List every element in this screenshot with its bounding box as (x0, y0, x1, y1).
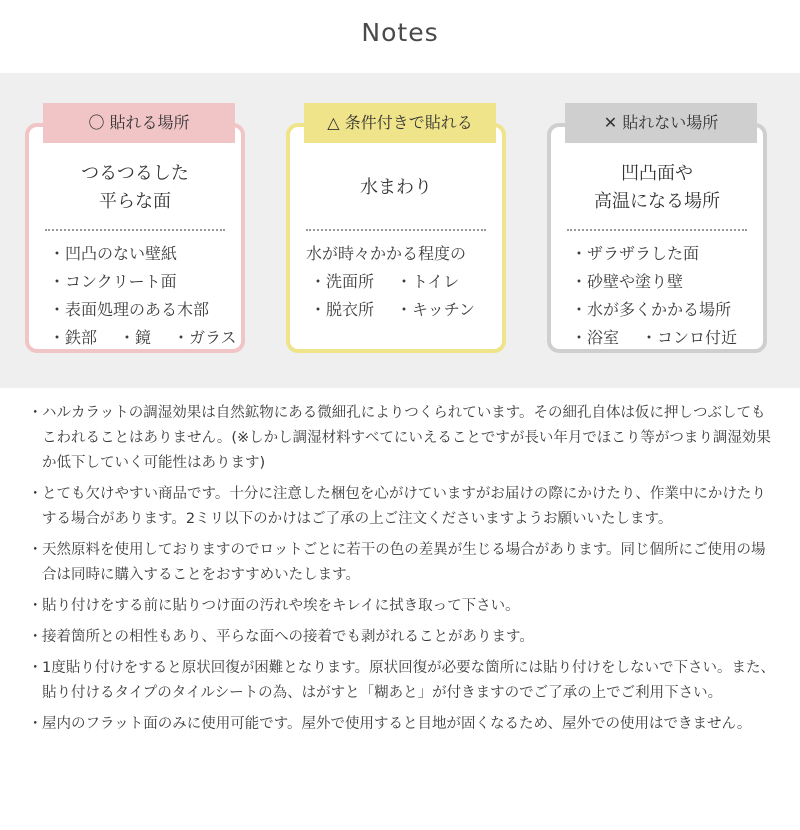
card-unsuitable-heading-line1: 凹凸面や (621, 163, 693, 184)
note-item (28, 482, 780, 532)
list-item: ・脱衣所 (310, 300, 375, 319)
list-item: ・鉄部 (49, 328, 98, 347)
note-text: とても欠けやすい商品です。十分に注意した梱包を心がけていますがお届けの際にかけたり、作業中にかけたりする場合があります。2ミリ以下のかけはご了承の上ご注文くださいますようお願いいたします。 (42, 486, 766, 527)
list-item: ・表面処理のある木部 (49, 300, 210, 319)
card-suitable (25, 113, 245, 353)
card-unsuitable-list (571, 240, 761, 352)
list-item: ・凹凸のない壁紙 (49, 244, 178, 263)
card-unsuitable-heading (551, 157, 763, 219)
bullet: ・ (28, 716, 43, 732)
bullet: ・ (28, 405, 43, 421)
list-item: ・キッチン (396, 300, 475, 319)
card-suitable-heading (29, 157, 241, 219)
card-conditional (286, 113, 506, 353)
card-suitable-heading-line1: つるつるした (81, 163, 189, 184)
list-item: ・浴室 (571, 328, 620, 347)
note-text: 1度貼り付けをすると原状回復が困難となります。原状回復が必要な箇所には貼り付けをしないで下さい。また、貼り付けるタイプのタイルシートの為、はがすと「糊あと」が付きますのでご了承の上でご利用下さい。 (42, 660, 776, 701)
list-row (571, 324, 761, 352)
bullet: ・ (28, 598, 43, 614)
list-item: ・砂壁や塗り壁 (571, 272, 684, 291)
list-item: ・コンロ付近 (641, 328, 738, 347)
list-item: ・コンクリート面 (49, 272, 177, 291)
bullet: ・ (28, 542, 43, 558)
list-row (310, 296, 500, 324)
dotted-divider (306, 229, 486, 231)
list-row (49, 324, 239, 352)
dotted-divider (567, 229, 747, 231)
dotted-divider (45, 229, 225, 231)
list-item: ・トイレ (396, 272, 460, 291)
list-item: ・ガラス (173, 328, 237, 347)
list-intro: 水が時々かかる程度の (306, 244, 467, 263)
card-conditional-tag: △ 条件付きで貼れる (304, 103, 496, 143)
list-item: ・鏡 (119, 328, 152, 347)
card-conditional-heading: 水まわり (360, 177, 432, 198)
list-item: ・水が多くかかる場所 (571, 300, 732, 319)
card-conditional-list (306, 240, 500, 324)
bullet: ・ (28, 486, 43, 502)
list-item: ・ザラザラした面 (571, 244, 700, 263)
note-item (28, 401, 780, 476)
card-unsuitable-tag: ✕ 貼れない場所 (565, 103, 757, 143)
note-item (28, 625, 780, 650)
card-suitable-list (49, 240, 239, 352)
note-text: 天然原料を使用しておりますのでロットごとに若干の色の差異が生じる場合があります。同じ個所にご使用の場合は同時に購入することをおすすめいたします。 (42, 542, 766, 583)
note-item (28, 538, 780, 588)
card-unsuitable-heading-line2: 高温になる場所 (594, 191, 720, 212)
note-text: ハルカラットの調湿効果は自然鉱物にある微細孔によりつくられています。その細孔自体は仮に押しつぶしてもこわれることはありません。(※しかし調湿材料すべてにいえることですが長い年月でほこり等がつまり調湿効果か低下していく可能性はあります) (42, 405, 771, 471)
note-text: 屋内のフラット面のみに使用可能です。屋外で使用すると目地が固くなるため、屋外での使用はできません。 (42, 716, 752, 732)
card-suitable-heading-line2: 平らな面 (98, 191, 171, 212)
page-title: Notes (361, 18, 439, 47)
list-row (310, 268, 500, 296)
note-text: 接着箇所との相性もあり、平らな面への接着でも剥がれることがあります。 (42, 629, 534, 645)
bullet: ・ (28, 629, 43, 645)
note-text: 貼り付けをする前に貼りつけ面の汚れや埃をキレイに拭き取って下さい。 (42, 598, 520, 614)
list-item: ・洗面所 (310, 272, 375, 291)
note-item (28, 712, 780, 737)
note-item (28, 656, 780, 706)
card-suitable-tag: 〇 貼れる場所 (43, 103, 235, 143)
placement-guide (0, 73, 800, 388)
notes-list (28, 401, 780, 743)
note-item (28, 594, 780, 619)
bullet: ・ (28, 660, 43, 676)
card-unsuitable (547, 113, 767, 353)
